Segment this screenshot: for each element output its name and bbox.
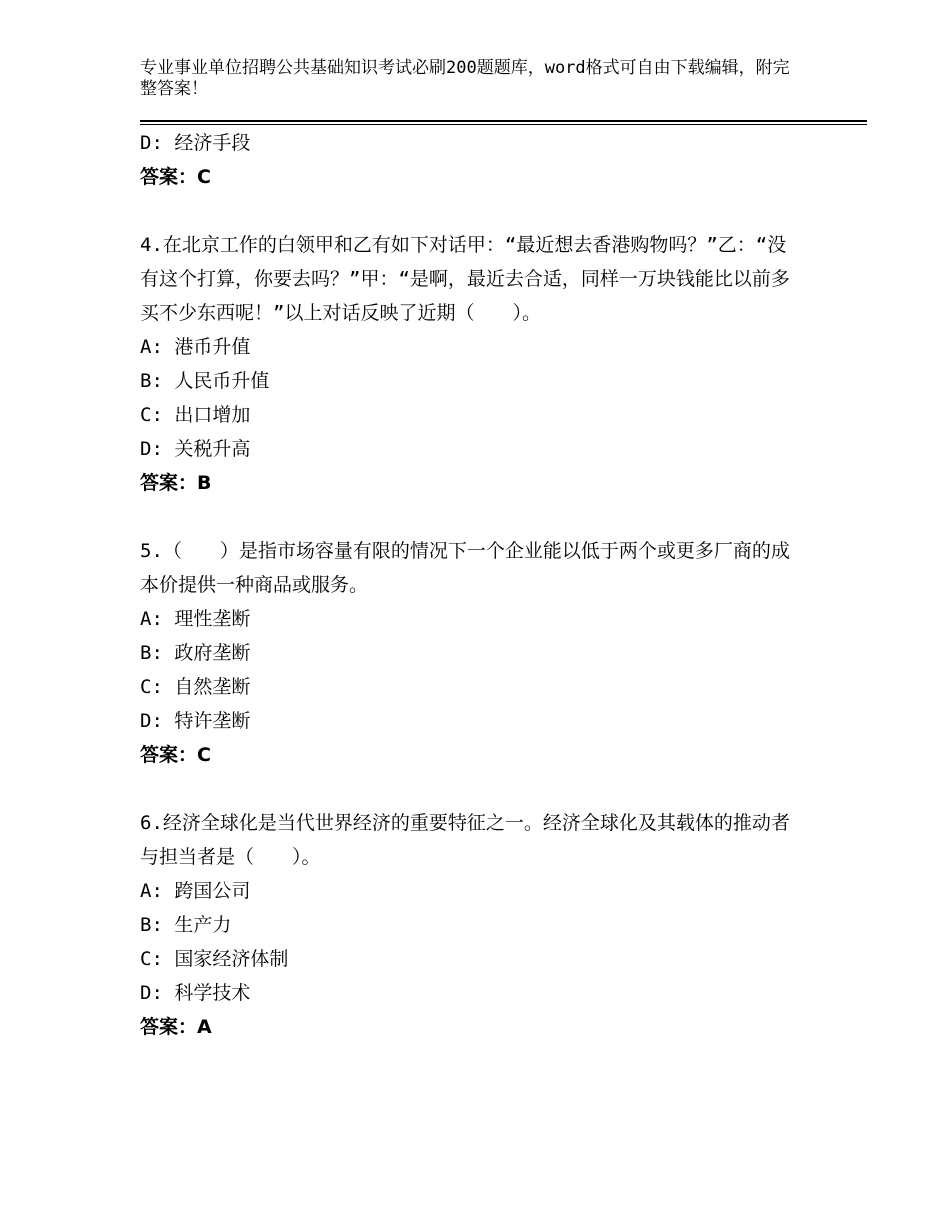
option-d: D: 经济手段	[140, 132, 251, 154]
page-header: 专业事业单位招聘公共基础知识考试必刷200题题库，word格式可自由下载编辑，附完整答案！	[140, 58, 790, 99]
continued-question	[140, 126, 800, 194]
answer: 答案：A	[140, 1016, 212, 1038]
question-5	[140, 534, 800, 772]
option-d: D: 关税升高	[140, 438, 251, 460]
answer: 答案：B	[140, 472, 212, 494]
option-c: C: 自然垄断	[140, 676, 251, 698]
answer: 答案：C	[140, 744, 211, 766]
question-stem: 6.经济全球化是当代世界经济的重要特征之一。经济全球化及其载体的推动者与担当者是（ ）。	[140, 812, 790, 868]
header-divider	[140, 120, 867, 125]
option-b: B: 人民币升值	[140, 370, 270, 392]
option-d: D: 科学技术	[140, 982, 251, 1004]
option-b: B: 生产力	[140, 914, 232, 936]
option-b: B: 政府垄断	[140, 642, 251, 664]
question-list	[140, 126, 800, 1044]
option-c: C: 出口增加	[140, 404, 251, 426]
question-4	[140, 228, 800, 500]
option-a: A: 港币升值	[140, 336, 251, 358]
option-c: C: 国家经济体制	[140, 948, 289, 970]
question-stem: 4.在北京工作的白领甲和乙有如下对话甲：“最近想去香港购物吗？”乙：“没有这个打算，你要去吗？”甲：“是啊，最近去合适，同样一万块钱能比以前多买不少东西呢！”以上对话反映了近期（ ）。	[140, 234, 790, 324]
option-d: D: 特许垄断	[140, 710, 251, 732]
option-a: A: 跨国公司	[140, 880, 251, 902]
question-6	[140, 806, 800, 1044]
answer: 答案：C	[140, 166, 211, 188]
header-divider-thick	[140, 120, 867, 122]
option-a: A: 理性垄断	[140, 608, 251, 630]
question-stem: 5.（ ）是指市场容量有限的情况下一个企业能以低于两个或更多厂商的成本价提供一种商品或服务。	[140, 540, 790, 596]
header-divider-thin	[140, 124, 867, 125]
